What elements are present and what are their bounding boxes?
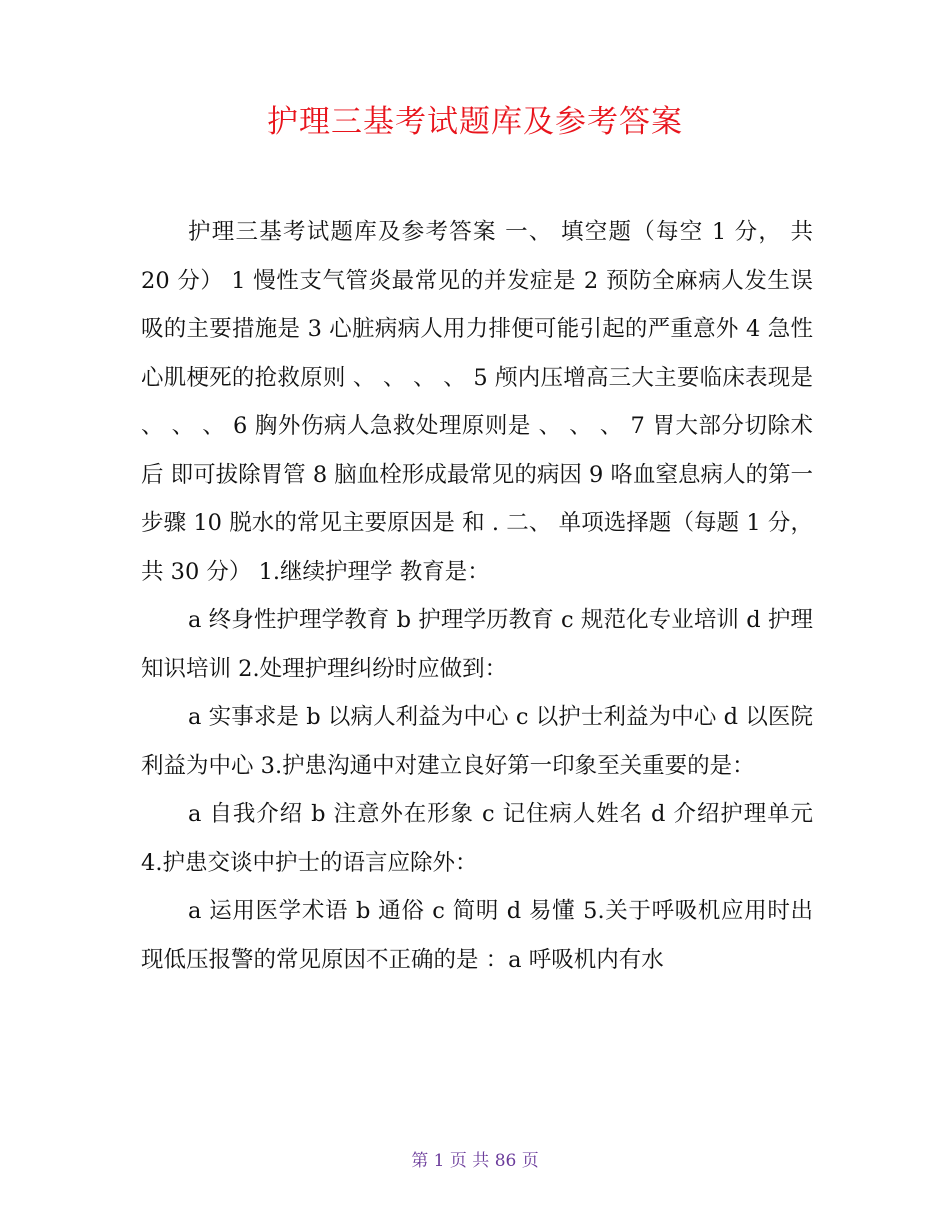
paragraph-question-3-options: a 自我介绍 b 注意外在形象 c 记住病人姓名 d 介绍护理单元 4.护患交谈中护士的语言应除外： [141,801,813,876]
paragraph-question-2-options: a 实事求是 b 以病人利益为中心 c 以护士利益为中心 d 以医院利益为中心 3.护患沟通中对建立良好第一印象至关重要的是： [141,704,813,779]
paragraph-question-4-options: a 运用医学术语 b 通俗 c 简明 d 易懂 5.关于呼吸机应用时出现低压报警的常见原因不正确的是 ：a 呼吸机内有水 [141,898,813,973]
document-body [141,208,813,984]
paragraph-fill-in-questions: 护理三基考试题库及参考答案 一、 填空题（每空 1 分， 共 20 分） 1 慢性支气管炎最常见的并发症是 2 预防全麻病人发生误吸的主要措施是 3 心脏病病人用力排便可能引起的严重意外 4 急性心肌梗死的抢救原则 、 、 、 、 5 颅内压增高三大主要临床表现是 、 、 、 6 胸外伤病人急救处理原则是 、 、 、 7 胃大部分切除术后 即可拔除胃管 8 脑血栓形成最常见的病因 9 咯血窒息病人的第一步骤 10 脱水的常见主要原因是 和 . 二、 单项选择题（每题 1 分，共 30 分） 1.继续护理学 教育是： [141,219,813,585]
document-title: 护理三基考试题库及参考答案 [267,104,683,140]
page-number-footer: 第 1 页 共 86 页 [411,1151,539,1171]
paragraph-question-1-options: a 终身性护理学教育 b 护理学历教育 c 规范化专业培训 d 护理知识培训 2.处理护理纠纷时应做到： [141,607,813,682]
